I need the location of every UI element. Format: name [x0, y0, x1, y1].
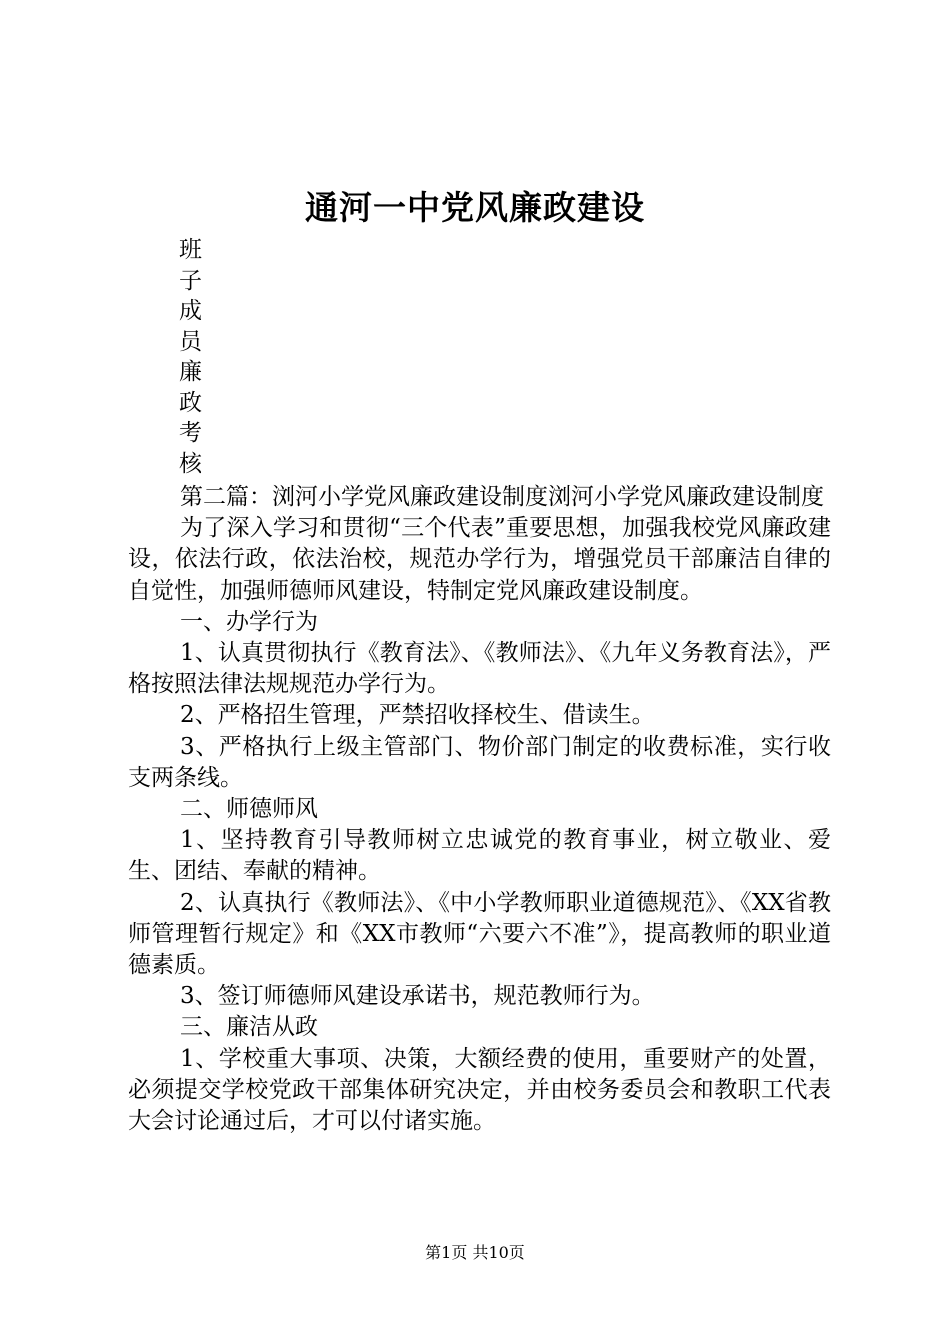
vertical-char: 成 — [179, 298, 202, 324]
section-heading-2: 二、师德师风 — [180, 796, 318, 823]
vertical-heading — [179, 235, 209, 479]
document-body — [128, 482, 831, 1137]
vertical-char: 员 — [179, 328, 202, 355]
paragraph-item: 1、学校重大事项、决策，大额经费的使用，重要财产的处置，必须提交学校党政干部集体研究决定，并由校务委员会和教职工代表大会讨论通过后，才可以付诸实施。 — [128, 1045, 831, 1135]
vertical-char: 政 — [179, 389, 202, 416]
paragraph-item: 3、签订师德师风建设承诺书，规范教师行为。 — [180, 983, 655, 1010]
section-heading-1: 一、办学行为 — [180, 608, 318, 635]
paragraph-item: 2、严格招生管理，严禁招收择校生、借读生。 — [180, 702, 655, 729]
section-heading-3: 三、廉洁从政 — [180, 1014, 318, 1041]
vertical-char: 考 — [179, 420, 202, 446]
paragraph-chapter-heading: 第二篇：浏河小学党风廉政建设制度浏河小学党风廉政建设制度 — [180, 484, 824, 510]
paragraph-item: 1、认真贯彻执行《教育法》、《教师法》、《九年义务教育法》，严格按照法律法规规范办学行为。 — [128, 640, 831, 698]
document-title: 通河一中党风廉政建设 — [305, 188, 645, 227]
paragraph-item: 2、认真执行《教师法》、《中小学教师职业道德规范》、《XX省教师管理暂行规定》和《XX市教师“六要六不准”》，提高教师的职业道德素质。 — [128, 889, 831, 979]
vertical-char: 班 — [179, 237, 202, 263]
paragraph-intro: 为了深入学习和贯彻“三个代表”重要思想，加强我校党风廉政建设，依法行政，依法治校，规范办学行为，增强党员干部廉洁自律的自觉性，加强师德师风建设，特制定党风廉政建设制度。 — [128, 515, 831, 604]
vertical-char: 子 — [179, 267, 202, 294]
paragraph-item: 1、坚持教育引导教师树立忠诚党的教育事业，树立敬业、爱生、团结、奉献的精神。 — [128, 827, 831, 885]
page-footer: 第1页 共10页 — [425, 1243, 525, 1262]
vertical-char: 廉 — [179, 359, 202, 385]
paragraph-item: 3、严格执行上级主管部门、物价部门制定的收费标准，实行收支两条线。 — [128, 733, 831, 791]
vertical-char: 核 — [179, 450, 202, 477]
